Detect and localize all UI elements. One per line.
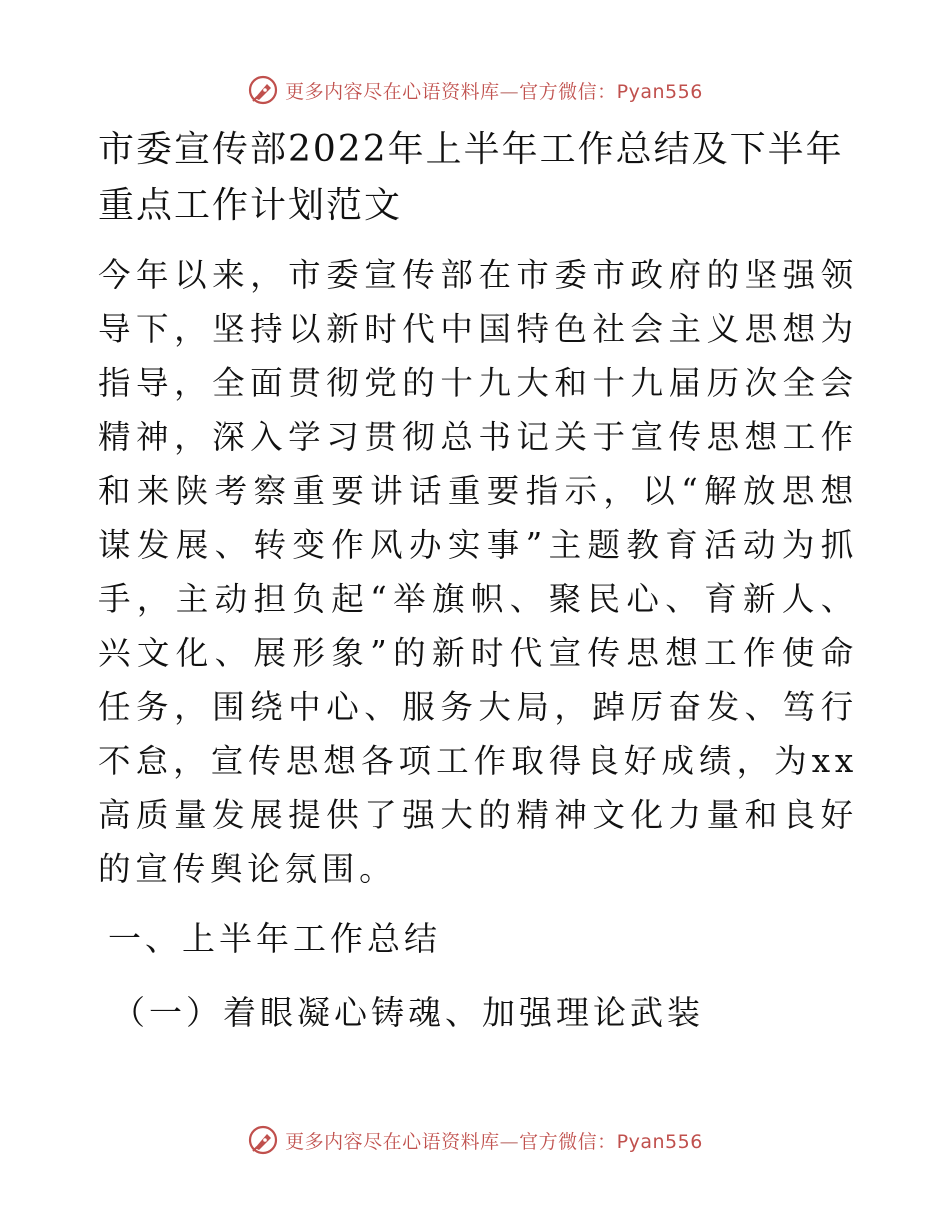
document-title: 市委宣传部2022年上半年工作总结及下半年重点工作计划范文 [98, 129, 844, 226]
watermark-dash: — [499, 1130, 520, 1153]
subsection-heading: （一）着眼凝心铸魂、加强理论武装 [112, 993, 704, 1032]
watermark-text [285, 77, 703, 104]
footer-watermark [0, 1120, 950, 1160]
watermark-suffix: 官方微信：Pyan556 [519, 1130, 703, 1153]
intro-paragraph: 今年以来，市委宣传部在市委市政府的坚强领导下，坚持以新时代中国特色社会主义思想为指导，全面贯彻党的十九大和十九届历次全会精神，深入学习贯彻总书记关于宣传思想工作和来陕考察重要讲话重要指示，以“解放思想谋发展、转变作风办实事”主题教育活动为抓手，主动担负起“举旗帜、聚民心、育新人、兴文化、展形象”的新时代宣传思想工作使命任务，围绕中心、服务大局，踔厉奋发、笃行不怠，宣传思想各项工作取得良好成绩，为xx高质量发展提供了强大的精神文化力量和良好的宣传舆论氛围。 [98, 256, 858, 888]
pen-nib-logo-icon [247, 74, 279, 106]
header-watermark [0, 70, 950, 110]
watermark-dash: — [499, 80, 520, 103]
watermark-brand: 更多内容尽在心语资料库 [285, 1130, 500, 1153]
watermark-suffix: 官方微信：Pyan556 [519, 80, 703, 103]
section-heading: 一、上半年工作总结 [108, 919, 441, 958]
pen-nib-logo-icon [247, 1124, 279, 1156]
watermark-text [285, 1127, 703, 1154]
watermark-brand: 更多内容尽在心语资料库 [285, 80, 500, 103]
